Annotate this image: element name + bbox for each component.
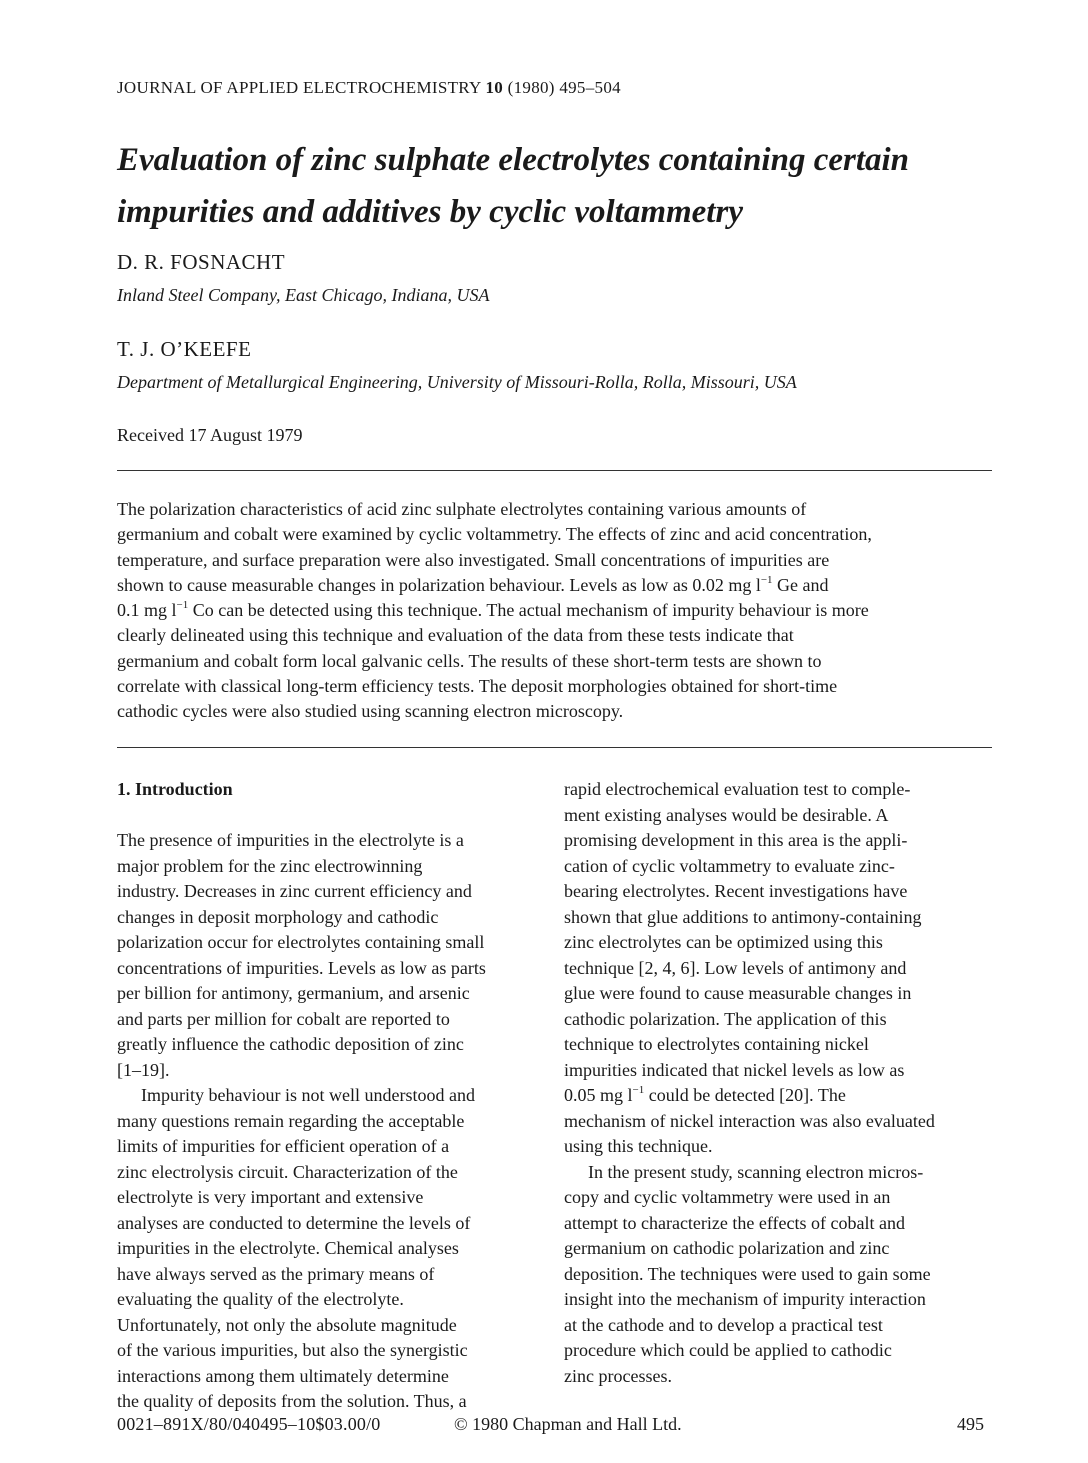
superscript: −1: [632, 1084, 645, 1096]
abstract-text: shown to cause measurable changes in polarization behaviour. Levels as low as 0.02 mg l: [117, 574, 761, 595]
body-line: zinc electrolysis circuit. Characterization of the: [117, 1161, 458, 1182]
abstract-line: correlate with classical long-term efficiency tests. The deposit morphologies obtained for short-time: [117, 676, 838, 697]
body-line: using this technique.: [564, 1136, 713, 1156]
journal-name: JOURNAL OF APPLIED ELECTROCHEMISTRY: [117, 78, 481, 97]
body-line: Impurity behaviour is not well understood and: [141, 1085, 475, 1105]
body-line: [564, 1083, 994, 1109]
body-line: glue were found to cause measurable changes in: [564, 983, 912, 1003]
left-column: [117, 777, 547, 1415]
body-line: insight into the mechanism of impurity interaction: [564, 1289, 926, 1309]
body-line: industry. Decreases in zinc current efficiency and: [117, 881, 472, 901]
body-line: impurities in the electrolyte. Chemical analyses: [117, 1238, 459, 1258]
abstract-text: 0.1 mg l: [117, 600, 177, 621]
body-line: zinc processes.: [564, 1365, 672, 1386]
body-line: changes in deposit morphology and cathodic: [117, 906, 439, 927]
body-line: rapid electrochemical evaluation test to comple-: [564, 779, 911, 799]
body-line: evaluating the quality of the electrolyte.: [117, 1289, 404, 1309]
body-line: of the various impurities, but also the synergistic: [117, 1340, 468, 1360]
divider-bottom: [117, 747, 992, 748]
body-text: could be detected [20]. The: [644, 1085, 846, 1105]
journal-year-pages: (1980) 495–504: [507, 78, 621, 97]
right-column: [564, 777, 994, 1389]
section-heading: 1. Introduction: [117, 779, 233, 799]
body-line: impurities indicated that nickel levels as low as: [564, 1059, 905, 1080]
received-date: Received 17 August 1979: [117, 425, 303, 445]
body-line: deposition. The techniques were used to gain some: [564, 1263, 931, 1284]
body-line: cathodic polarization. The application of this: [564, 1008, 887, 1029]
body-line: promising development in this area is the appli-: [564, 830, 908, 850]
body-line: per billion for antimony, germanium, and arsenic: [117, 983, 470, 1003]
body-line: attempt to characterize the effects of cobalt and: [564, 1212, 905, 1233]
body-line: limits of impurities for efficient operation of a: [117, 1136, 450, 1156]
body-line: [1–19].: [117, 1059, 170, 1080]
superscript: −1: [760, 573, 773, 586]
superscript: −1: [176, 599, 189, 612]
body-line: greatly influence the cathodic deposition of zinc: [117, 1034, 464, 1054]
abstract-line: cathodic cycles were also studied using scanning electron microscopy.: [117, 701, 624, 722]
body-line: copy and cyclic voltammetry were used in an: [564, 1187, 891, 1207]
abstract-text: Ge and: [772, 574, 829, 595]
author-name-2: T. J. O’KEEFE: [117, 337, 252, 361]
body-text: 0.05 mg l: [564, 1085, 633, 1105]
abstract-text: Co can be detected using this technique. The actual mechanism of impurity behaviour is more: [188, 600, 869, 621]
body-line: electrolyte is very important and extensive: [117, 1187, 424, 1207]
body-line: technique to electrolytes containing nickel: [564, 1034, 869, 1054]
journal-volume: 10: [485, 78, 504, 97]
abstract-line: clearly delineated using this technique and evaluation of the data from these tests indicate that: [117, 625, 794, 646]
title-line-2: impurities and additives by cyclic voltammetry: [117, 194, 743, 230]
body-line: analyses are conducted to determine the levels of: [117, 1212, 471, 1233]
body-line: at the cathode and to develop a practical test: [564, 1314, 883, 1335]
abstract-line: germanium and cobalt were examined by cyclic voltammetry. The effects of zinc and acid concentration,: [117, 524, 872, 545]
abstract-line: germanium and cobalt form local galvanic cells. The results of these short-term tests are shown to: [117, 650, 822, 671]
body-line: and parts per million for cobalt are reported to: [117, 1008, 450, 1029]
title-line-1: Evaluation of zinc sulphate electrolytes containing certain: [117, 142, 910, 178]
body-line: Unfortunately, not only the absolute magnitude: [117, 1314, 457, 1335]
abstract-line: The polarization characteristics of acid zinc sulphate electrolytes containing various amounts of: [117, 499, 807, 519]
divider-top: [117, 470, 992, 471]
body-line: many questions remain regarding the acceptable: [117, 1110, 465, 1131]
body-line: ment existing analyses would be desirable. A: [564, 804, 889, 825]
journal-header: [117, 78, 621, 98]
abstract-line: temperature, and surface preparation were also investigated. Small concentrations of impurities are: [117, 549, 830, 570]
abstract: [117, 497, 997, 725]
body-line: have always served as the primary means of: [117, 1263, 435, 1284]
body-line: cation of cyclic voltammetry to evaluate zinc-: [564, 855, 895, 876]
body-line: germanium on cathodic polarization and zinc: [564, 1238, 890, 1258]
body-line: technique [2, 4, 6]. Low levels of antimony and: [564, 957, 907, 978]
body-line: In the present study, scanning electron micros-: [588, 1161, 924, 1182]
page-number: 495: [957, 1414, 984, 1434]
body-line: shown that glue additions to antimony-containing: [564, 906, 922, 927]
body-line: procedure which could be applied to cathodic: [564, 1340, 892, 1360]
body-line: concentrations of impurities. Levels as low as parts: [117, 957, 486, 978]
body-line: mechanism of nickel interaction was also evaluated: [564, 1110, 935, 1131]
body-line: The presence of impurities in the electrolyte is a: [117, 830, 464, 850]
paper-title: [117, 134, 1017, 238]
body-line: the quality of deposits from the solution. Thus, a: [117, 1391, 467, 1411]
body-line: polarization occur for electrolytes containing small: [117, 932, 485, 952]
author-affiliation-2: Department of Metallurgical Engineering, University of Missouri-Rolla, Rolla, Missouri, USA: [117, 372, 797, 392]
body-line: bearing electrolytes. Recent investigations have: [564, 881, 908, 901]
body-line: zinc electrolytes can be optimized using this: [564, 932, 883, 952]
abstract-line: [117, 598, 997, 623]
author-affiliation-1: Inland Steel Company, East Chicago, Indiana, USA: [117, 285, 490, 305]
footer-copyright: © 1980 Chapman and Hall Ltd.: [454, 1414, 682, 1434]
abstract-line: [117, 573, 997, 598]
body-line: major problem for the zinc electrowinning: [117, 855, 423, 876]
body-line: interactions among them ultimately determine: [117, 1365, 449, 1386]
author-name-1: D. R. FOSNACHT: [117, 250, 286, 274]
footer-code: 0021–891X/80/040495–10$03.00/0: [117, 1414, 381, 1434]
